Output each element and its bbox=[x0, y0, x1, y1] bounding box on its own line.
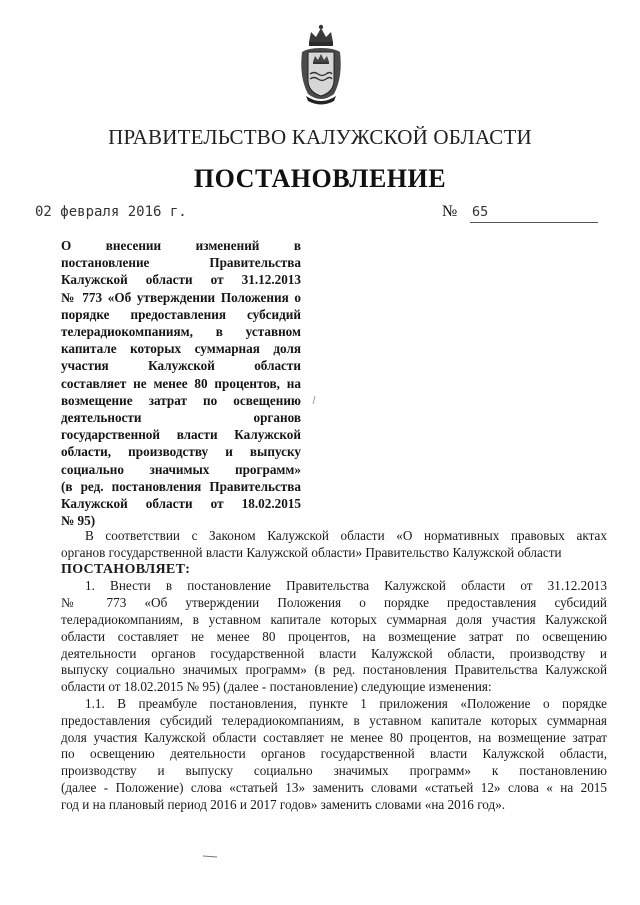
item-1-line: деятельности органов государственной власти Калужской области, производству и bbox=[61, 645, 607, 661]
item-1-1-line: доля участия Калужской области составляет не менее 80 процентов, на возмещение затрат bbox=[61, 729, 607, 745]
subject-line: (в ред. постановления Правительства bbox=[61, 478, 301, 494]
resolution-body bbox=[61, 528, 607, 814]
scan-mark bbox=[203, 855, 217, 858]
subject-line: участия Калужской области bbox=[61, 358, 301, 374]
subject-line: телерадиокомпаниям, в уставном bbox=[61, 324, 301, 340]
subject-line: капитале которых суммарная доля bbox=[61, 341, 301, 357]
subject-line: № 95) bbox=[61, 513, 96, 529]
subject-line: составляет не менее 80 процентов, на bbox=[61, 375, 301, 391]
subject-line: О внесении изменений в bbox=[61, 238, 301, 253]
item-1-line: области от 18.02.2015 № 95) (далее - постановление) следующие изменения: bbox=[61, 679, 492, 695]
government-title: ПРАВИТЕЛЬСТВО КАЛУЖСКОЙ ОБЛАСТИ bbox=[108, 125, 532, 149]
item-1-1-line: 1.1. В преамбуле постановления, пункте 1 приложения «Положение о порядке bbox=[85, 695, 607, 711]
document-date: 02 февраля 2016 г. bbox=[35, 204, 187, 220]
item-1-line: области составляет не менее 80 процентов, на возмещение затрат по освещению bbox=[61, 628, 607, 644]
subject-line: Калужской области от 18.02.2015 bbox=[61, 496, 301, 512]
subject-line: деятельности органов bbox=[61, 410, 301, 426]
subject-line: социально значимых программ» bbox=[61, 461, 301, 477]
subject-block bbox=[61, 237, 301, 529]
item-1-1-line: (далее - Положение) слова «статьей 13» заменить словами «статьей 12» слова « на 2015 bbox=[61, 779, 607, 795]
postanovlyaet-heading: ПОСТАНОВЛЯЕТ: bbox=[61, 561, 191, 577]
item-1-line: № 773 «Об утверждении Положения о порядке предоставления субсидий bbox=[61, 595, 607, 611]
item-1-1-line: предоставления субсидий телерадиокомпаниям, в уставном капитале которых суммарная bbox=[61, 712, 607, 728]
coat-of-arms-emblem bbox=[296, 22, 346, 106]
subject-line: области, производству и выпуску bbox=[61, 444, 301, 460]
subject-line: постановление Правительства bbox=[61, 255, 301, 271]
subject-line: государственной власти Калужской bbox=[61, 427, 301, 443]
item-1-1-line: производству и выпуску социально значимых программ» к постановлению bbox=[61, 763, 607, 779]
subject-line: № 773 «Об утверждении Положения о bbox=[61, 289, 301, 305]
scan-mark bbox=[312, 396, 316, 404]
subject-line: порядке предоставления субсидий bbox=[61, 306, 301, 322]
document-type-heading: ПОСТАНОВЛЕНИЕ bbox=[193, 164, 447, 193]
number-underline bbox=[470, 222, 598, 223]
subject-line: возмещение затрат по освещению bbox=[61, 392, 301, 408]
item-1-1-line: год и на плановый период 2016 и 2017 годов» заменить словами «на 2016 год». bbox=[61, 796, 506, 812]
intro-line: органов государственной власти Калужской области» Правительство Калужской области bbox=[61, 544, 562, 560]
subject-line: Калужской области от 31.12.2013 bbox=[61, 272, 301, 288]
item-1-line: телерадиокомпаниям, в уставном капитале которых суммарная доля участия Калужской bbox=[61, 611, 607, 627]
item-1-line: выпуску социально значимых программ» (в ред. постановления Правительства Калужской bbox=[61, 662, 607, 678]
document-number: 65 bbox=[472, 204, 489, 220]
number-sign: № bbox=[442, 203, 458, 220]
item-1-line: 1. Внести в постановление Правительства Калужской области от 31.12.2013 bbox=[85, 578, 607, 594]
intro-line: В соответствии с Законом Калужской области «О нормативных правовых актах bbox=[85, 528, 607, 543]
item-1-1-line: по освещению деятельности органов государственной власти Калужской области, bbox=[61, 746, 607, 762]
